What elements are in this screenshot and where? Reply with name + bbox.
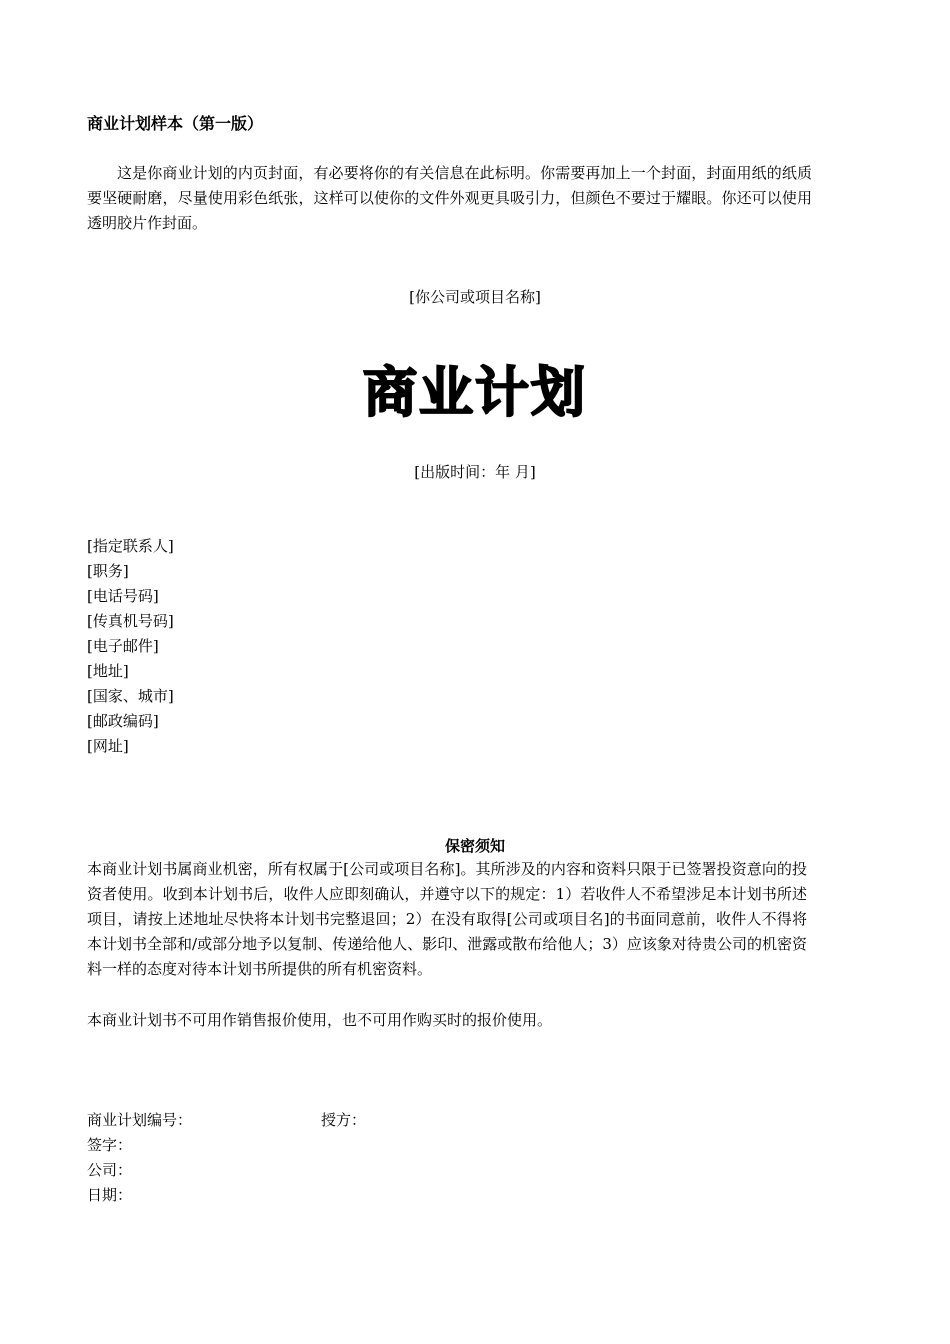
- confidentiality-note: 本商业计划书不可用作销售报价使用，也不可用作购买时的报价使用。: [87, 1011, 553, 1029]
- contact-field-email: [电子邮件]: [87, 637, 159, 655]
- publish-date-placeholder: [出版时间：年 月]: [414, 463, 536, 481]
- contact-field-postcode: [邮政编码]: [87, 712, 159, 730]
- signature-label: 签字：: [87, 1136, 133, 1154]
- confidentiality-heading: 保密须知: [444, 837, 505, 855]
- company-label: 公司：: [87, 1161, 133, 1179]
- date-label: 日期：: [87, 1186, 133, 1204]
- contact-field-phone: [电话号码]: [87, 587, 159, 605]
- contact-field-person: [指定联系人]: [87, 537, 174, 555]
- confidentiality-body: 本商业计划书属商业机密，所有权属于[公司或项目名称]。其所涉及的内容和资料只限于已签署投资意向的投资者使用。收到本计划书后，收件人应即刻确认，并遵守以下的规定：1）若收件人不希望涉足本计划书所述项目，请按上述地址尽快将本计划书完整退回；2）在没有取得[公司或项目名]的书面同意前，收件人不得将本计划书全部和/或部分地予以复制、传递给他人、影印、泄露或散布给他人；3）应该象对待贵公司的机密资料一样的态度对待本计划书所提供的所有机密资料。: [87, 860, 807, 978]
- contact-field-website: [网址]: [87, 737, 129, 755]
- company-name-placeholder: [你公司或项目名称]: [409, 288, 541, 306]
- plan-number-label: 商业计划编号：: [87, 1111, 193, 1129]
- contact-fields-list: [87, 534, 174, 759]
- contact-field-country-city: [国家、城市]: [87, 687, 174, 705]
- contact-field-fax: [传真机号码]: [87, 612, 174, 630]
- grantee-label: 授方：: [321, 1111, 367, 1129]
- intro-paragraph: 这是你商业计划的内页封面，有必要将你的有关信息在此标明。你需要再加上一个封面，封面用纸的纸质要坚硬耐磨，尽量使用彩色纸张，这样可以使你的文件外观更具吸引力，但颜色不要过于耀眼。你还可以使用透明胶片作封面。: [87, 164, 812, 232]
- document-title: 商业计划样本（第一版）: [87, 114, 264, 133]
- main-title: 商业计划: [363, 361, 587, 424]
- contact-field-position: [职务]: [87, 562, 129, 580]
- contact-field-address: [地址]: [87, 662, 129, 680]
